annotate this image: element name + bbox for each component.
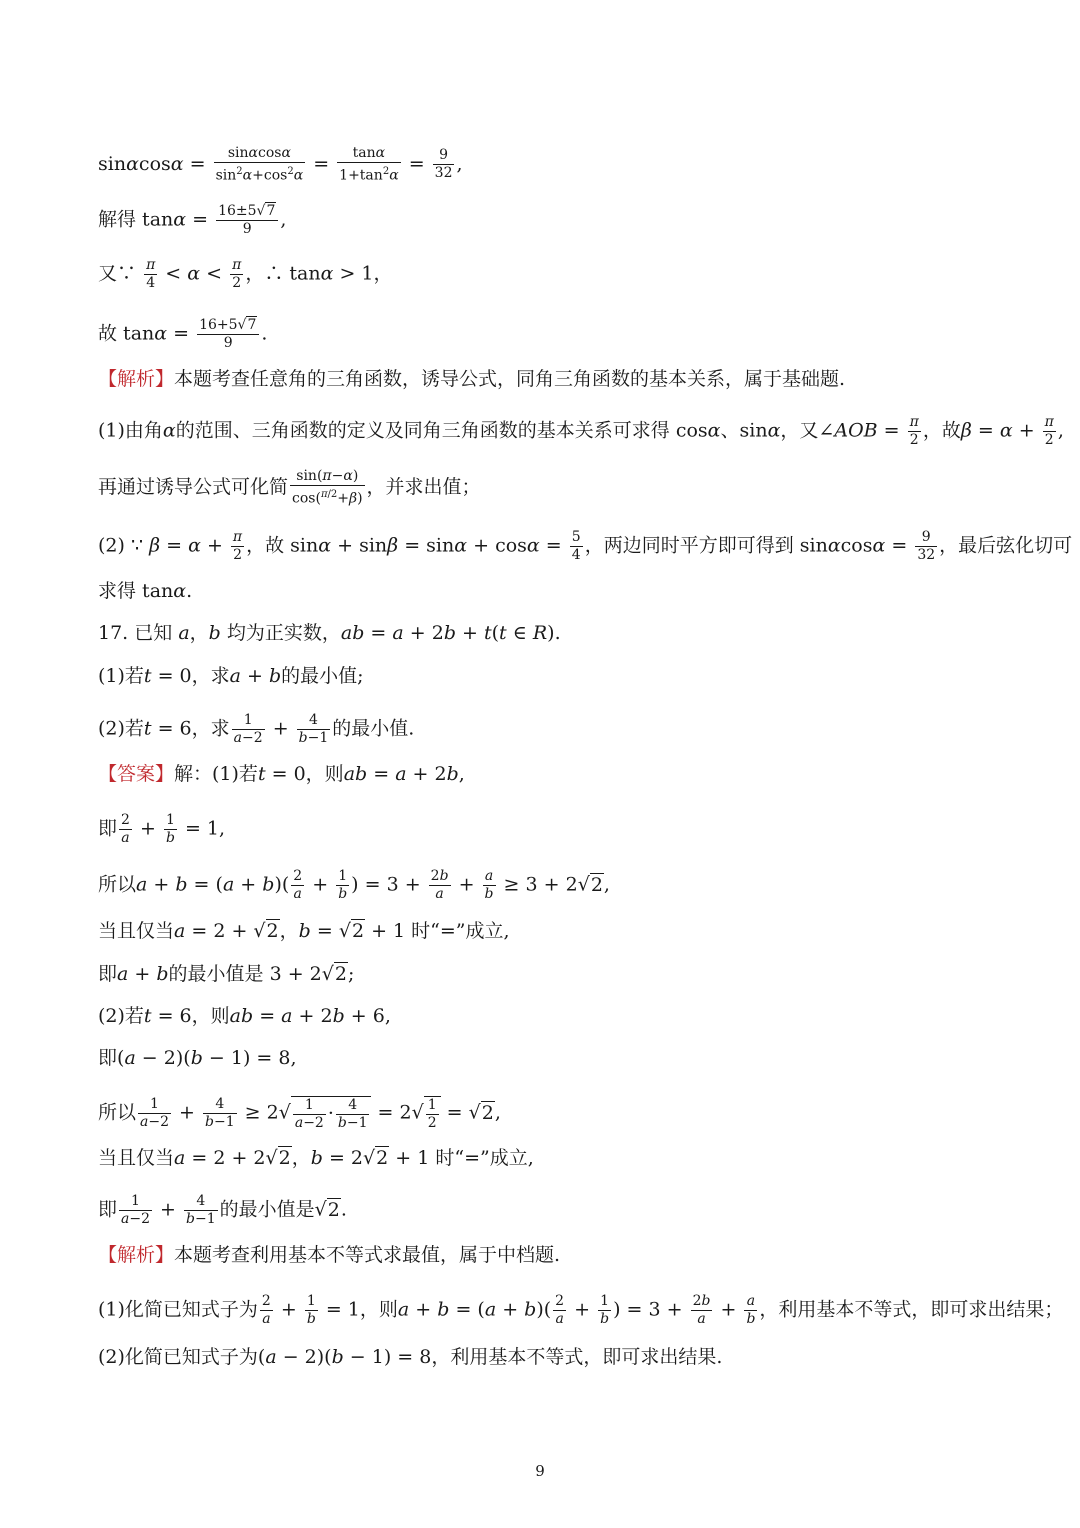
fraction: $\frac{\pi}{2}$ [909,414,919,448]
text-segment: 即 [98,817,118,840]
text-segment: (2) [98,534,125,557]
answer-line-7: 即(a − 2)(b − 1) = 8, [98,1047,297,1069]
fraction: $\frac{2}{a}$ [261,1293,271,1327]
text-segment: 求得 [98,580,137,602]
fraction: $\frac{1}{b}$ [338,868,348,902]
equation-range: 又∵ $\frac{\pi}{4}$ < α < $\frac{\pi}{2}$ ，∴ tanα > 1， [98,257,393,291]
text-segment: ，又∠ [780,419,835,442]
fraction: $\frac{2b}{a}$ [692,1293,711,1327]
analysis-line-2 [98,1243,560,1267]
fraction: $\frac{1}{a-2}$ [121,1193,151,1227]
text-segment: ，求 [191,717,230,740]
fraction: $\frac{\pi}{2}$ [1044,414,1054,448]
text-segment: 所以 [98,873,137,896]
text-segment: (2)若 [98,1005,144,1027]
text-segment: 时“=”成立, [435,1147,534,1169]
equation-solve-tan: 解得 tanα = $\frac{16\pm 5√7}{9}$ , [98,203,287,237]
analysis-tag: 【解析】 [98,368,175,390]
text-segment: 均为正实数， [226,622,341,644]
fraction: $\frac{5}{4}$ [571,529,581,563]
page-number: 9 [535,1462,545,1480]
text-segment: ，最后弦化切可 [939,534,1073,557]
text-segment: ，故 [246,534,285,557]
fraction: $\frac{1}{b}$ [165,812,175,846]
fraction: $\frac{\pi}{2}$ [232,529,243,563]
fraction: $\frac{2}{a}$ [293,868,303,902]
fraction: $\frac{a}{b}$ [484,868,494,902]
fraction: $\frac{\pi}{4}$ [146,257,156,291]
text-segment: (1)若 [98,665,144,687]
question-17: 17. 已知 a，b 均为正实数，ab = a + 2b + t(t ∈ R). [98,622,561,644]
fraction: $\frac{9}{32}$ [434,147,453,182]
fraction: $\frac{16\pm 5√7}{9}$ [216,204,278,237]
text-segment: (1)化简已知式子为 [98,1298,258,1321]
fraction: $\frac{\sin\alpha\cos\alpha}{\sin^2\alpha+\cos^2\alpha}$ [215,145,304,184]
fraction: $\frac{16+5√7}{9}$ [197,318,259,351]
text-segment: 的最小值. [332,717,415,740]
text-segment: 再通过诱导公式可化简 [98,475,289,498]
text-segment: (2)化简已知式子为 [98,1346,258,1368]
fraction: $\frac{4}{b-1}$ [186,1193,216,1227]
text-segment: ，利用基本不等式，即可求出结果； [759,1298,1064,1321]
answer-tag: 【答案】 [98,763,175,785]
analysis-tag: 【解析】 [98,1244,175,1266]
text-segment: ，则 [305,763,344,785]
text-segment: 当且仅当 [98,1147,175,1169]
answer-line-8: 所以 $\frac{1}{a-2}$ + $\frac{4}{b-1}$ ≥ 2√ $\frac{1}{a-2}$ · $\frac{4}{b-1}$ = 2√ $\frac{1}{2}$ = √2, [98,1096,501,1131]
text-segment: (1)由角 [98,419,163,442]
answer-line-10: 即 $\frac{1}{a-2}$ + $\frac{4}{b-1}$ 的最小值是√2. [98,1193,347,1227]
fraction: $\frac{a}{b}$ [746,1293,756,1327]
text-segment: 时“=”成立, [411,920,510,942]
equation-result: 故 tanα = $\frac{16+5√7}{9}$ . [98,317,268,351]
text-segment: 即 [98,963,118,985]
equation-sin-cos: sinαcosα = $\frac{\sin\alpha\cos\alpha}{\sin^2\alpha+\cos^2\alpha}$ = $\frac{\tan\alpha}{1+\tan^2\alpha}$ = $\frac{9}{32}$ , [98,145,463,184]
fraction: $\frac{1}{b}$ [600,1293,610,1327]
text-segment: 的最小值; [281,665,364,687]
text-segment: 本题考查利用基本不等式求最值，属于中档题. [174,1244,561,1266]
text-segment: 的范围、三角函数的定义及同角三角函数的基本关系可求得 [175,419,670,442]
analysis-paragraph-2 [98,469,481,507]
fraction: $\frac{1}{a-2}$ [140,1096,170,1130]
text-segment: (2)若 [98,717,144,740]
fraction: $\frac{2}{a}$ [555,1293,565,1327]
text-segment: 的最小值是 [219,1198,315,1221]
analysis-paragraph-1: (1)由角α的范围、三角函数的定义及同角三角函数的基本关系可求得 cosα、sinα，又∠AOB = $\frac{\pi}{2}$ ，故β = α + $\frac{\pi}{2}$ , [98,414,1064,448]
text-segment: 解得 [98,208,137,231]
fraction: $\frac{\pi}{2}$ [232,257,242,291]
fraction: $\frac{1}{a-2}$ [233,712,263,746]
text-segment: ，利用基本不等式，即可求出结果. [431,1346,723,1368]
analysis-paragraph-4: 求得 tanα. [98,580,193,602]
fraction: $\frac{9}{32}$ [917,529,936,563]
analysis-paragraph-5: (1)化简已知式子为 $\frac{2}{a}$ + $\frac{1}{b}$ = 1，则a + b = (a + b)( $\frac{2}{a}$ + $\frac{1}{b}$ ) = 3 + $\frac{2b}{a}$ + $\frac{a}{b}$ ，利用基本不等式，即可求出结果； [98,1293,1064,1327]
analysis-line-1 [98,367,845,391]
text-segment: ，求 [191,665,230,687]
text-segment: 17. 已知 [98,622,173,644]
text-segment: 的最小值是 [168,963,264,985]
text-segment: ，则 [191,1005,230,1027]
fraction: $\frac{4}{b-1}$ [298,712,329,746]
text-segment: 即 [98,1047,118,1069]
fraction: $\frac{1}{b}$ [306,1293,316,1327]
text-segment: 解：(1)若 [174,763,258,785]
answer-line-6: (2)若t = 6，则ab = a + 2b + 6, [98,1005,391,1027]
text-segment: 当且仅当 [98,920,175,942]
text-segment: 即 [98,1198,118,1221]
answer-line-9: 当且仅当a = 2 + 2√2，b = 2√2 + 1 时“=”成立, [98,1147,534,1169]
text-segment: 故 [98,322,118,345]
fraction: $\frac{4}{b-1}$ [205,1096,235,1130]
answer-line-3: 所以a + b = (a + b)( $\frac{2}{a}$ + $\frac{1}{b}$ ) = 3 + $\frac{2b}{a}$ + $\frac{a}{b}$ ≥ 3 + 2√2, [98,868,610,902]
text-segment: ，并求出值； [366,475,481,498]
fraction: $\frac{\sin(\pi-\alpha)}{\cos(^{\pi/2}+\beta)}$ [292,468,363,507]
answer-line-4: 当且仅当a = 2 + √2，b = √2 + 1 时“=”成立, [98,920,510,942]
text-segment: ，则 [359,1298,398,1321]
text-segment: 本题考查任意角的三角函数，诱导公式，同角三角函数的基本关系，属于基础题. [174,368,846,390]
analysis-paragraph-6: (2)化简已知式子为(a − 2)(b − 1) = 8，利用基本不等式，即可求出结果. [98,1346,723,1368]
text-segment: ，两边同时平方即可得到 [584,534,794,557]
fraction: $\frac{2}{a}$ [121,812,130,846]
answer-line-5: 即a + b的最小值是 3 + 2√2; [98,963,355,985]
fraction: $\frac{\tan\alpha}{1+\tan^2\alpha}$ [339,145,399,184]
question-17-part-1: (1)若t = 0，求a + b的最小值; [98,665,364,687]
text-segment: ，故 [922,419,961,442]
text-segment: 所以 [98,1101,137,1124]
answer-line-1: 【答案】解：(1)若t = 0，则ab = a + 2b, [98,763,465,785]
analysis-paragraph-3: (2) ∵ β = α + $\frac{\pi}{2}$ ，故 sinα + sinβ = sinα + cosα = $\frac{5}{4}$ ，两边同时平方即可得到 sinαcosα = $\frac{9}{32}$ ，最后弦化切可 [98,529,1073,563]
question-17-part-2: (2)若t = 6，求 $\frac{1}{a-2}$ + $\frac{4}{b-1}$ 的最小值. [98,712,415,746]
answer-line-2: 即 $\frac{2}{a}$ + $\frac{1}{b}$ = 1, [98,812,226,846]
fraction: $\frac{2b}{a}$ [430,868,449,902]
text-segment: 又∵ [98,262,137,285]
